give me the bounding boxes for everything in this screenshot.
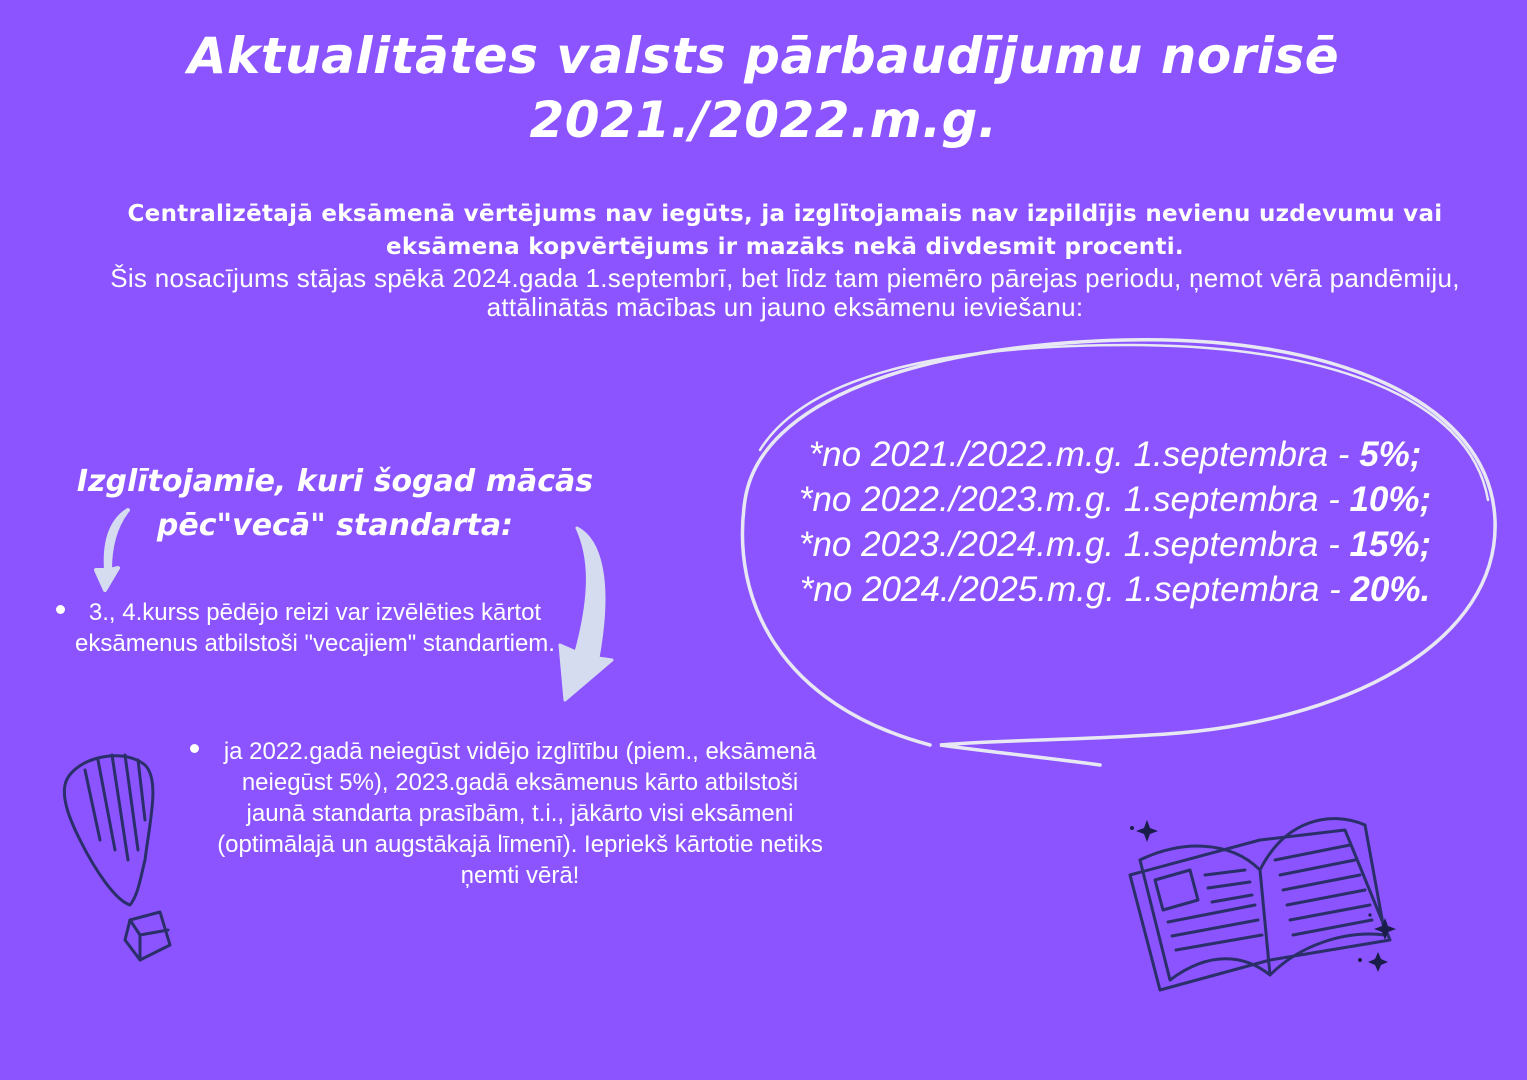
deadline-text: *no 2023./2024.m.g. 1.septembra - bbox=[798, 525, 1350, 564]
bullet-text: ja 2022.gadā neiegūst vidējo izglītību (piem., eksāmenā neiegūst 5%), 2023.gadā eksāmenus kārto atbilstoši jaunā standarta prasībām, t.i., jākārto visi eksāmeni (optimālajā un augstākajā līmenī). Iepriekš kārtotie netiks ņemti vērā! bbox=[217, 738, 823, 889]
bullet-dot bbox=[190, 744, 199, 753]
deadline-text: *no 2024./2025.m.g. 1.septembra - bbox=[799, 570, 1351, 609]
deadline-text: *no 2022./2023.m.g. 1.septembra - bbox=[798, 480, 1350, 519]
deadline-percent: 10%; bbox=[1349, 480, 1432, 519]
deadline-item bbox=[745, 432, 1485, 477]
deadline-percent: 15%; bbox=[1349, 525, 1432, 564]
intro-bold-text: Centralizētajā eksāmenā vērtējums nav iegūts, ja izglītojamais nav izpildījis nevienu uzdevumu vai eksāmena kopvērtējums ir mazāks nekā divdesmit procenti. bbox=[127, 201, 1443, 260]
title-line-1: Aktualitātes valsts pārbaudījumu norisē bbox=[187, 27, 1340, 85]
curved-arrow-icon bbox=[560, 528, 612, 700]
open-book-icon bbox=[1130, 819, 1390, 990]
students-heading: Izglītojamie, kuri šogad mācās pēc"vecā" standarta: bbox=[76, 464, 594, 543]
bullet-dot bbox=[56, 605, 65, 614]
deadline-item bbox=[745, 567, 1485, 612]
exclamation-doodle-icon bbox=[64, 755, 170, 960]
deadline-text: *no 2021./2022.m.g. 1.septembra - bbox=[808, 435, 1360, 474]
list-item bbox=[75, 597, 555, 659]
deadline-list bbox=[745, 432, 1485, 612]
deadline-item bbox=[745, 477, 1485, 522]
bullet-text: 3., 4.kurss pēdējo reizi var izvēlēties kārtot eksāmenus atbilstoši "vecajiem" standartiem. bbox=[75, 599, 555, 657]
deadline-item bbox=[745, 522, 1485, 567]
title-line-2: 2021./2022.m.g. bbox=[529, 91, 998, 149]
deadline-percent: 20%. bbox=[1350, 570, 1431, 609]
deadline-percent: 5%; bbox=[1359, 435, 1422, 474]
intro-normal-text: Šis nosacījums stājas spēkā 2024.gada 1.septembrī, bet līdz tam piemēro pārejas periodu, ņemot vērā pandēmiju, attālinātās mācības un jauno eksāmenu ieviešanu: bbox=[110, 263, 1460, 322]
list-item bbox=[210, 736, 830, 891]
